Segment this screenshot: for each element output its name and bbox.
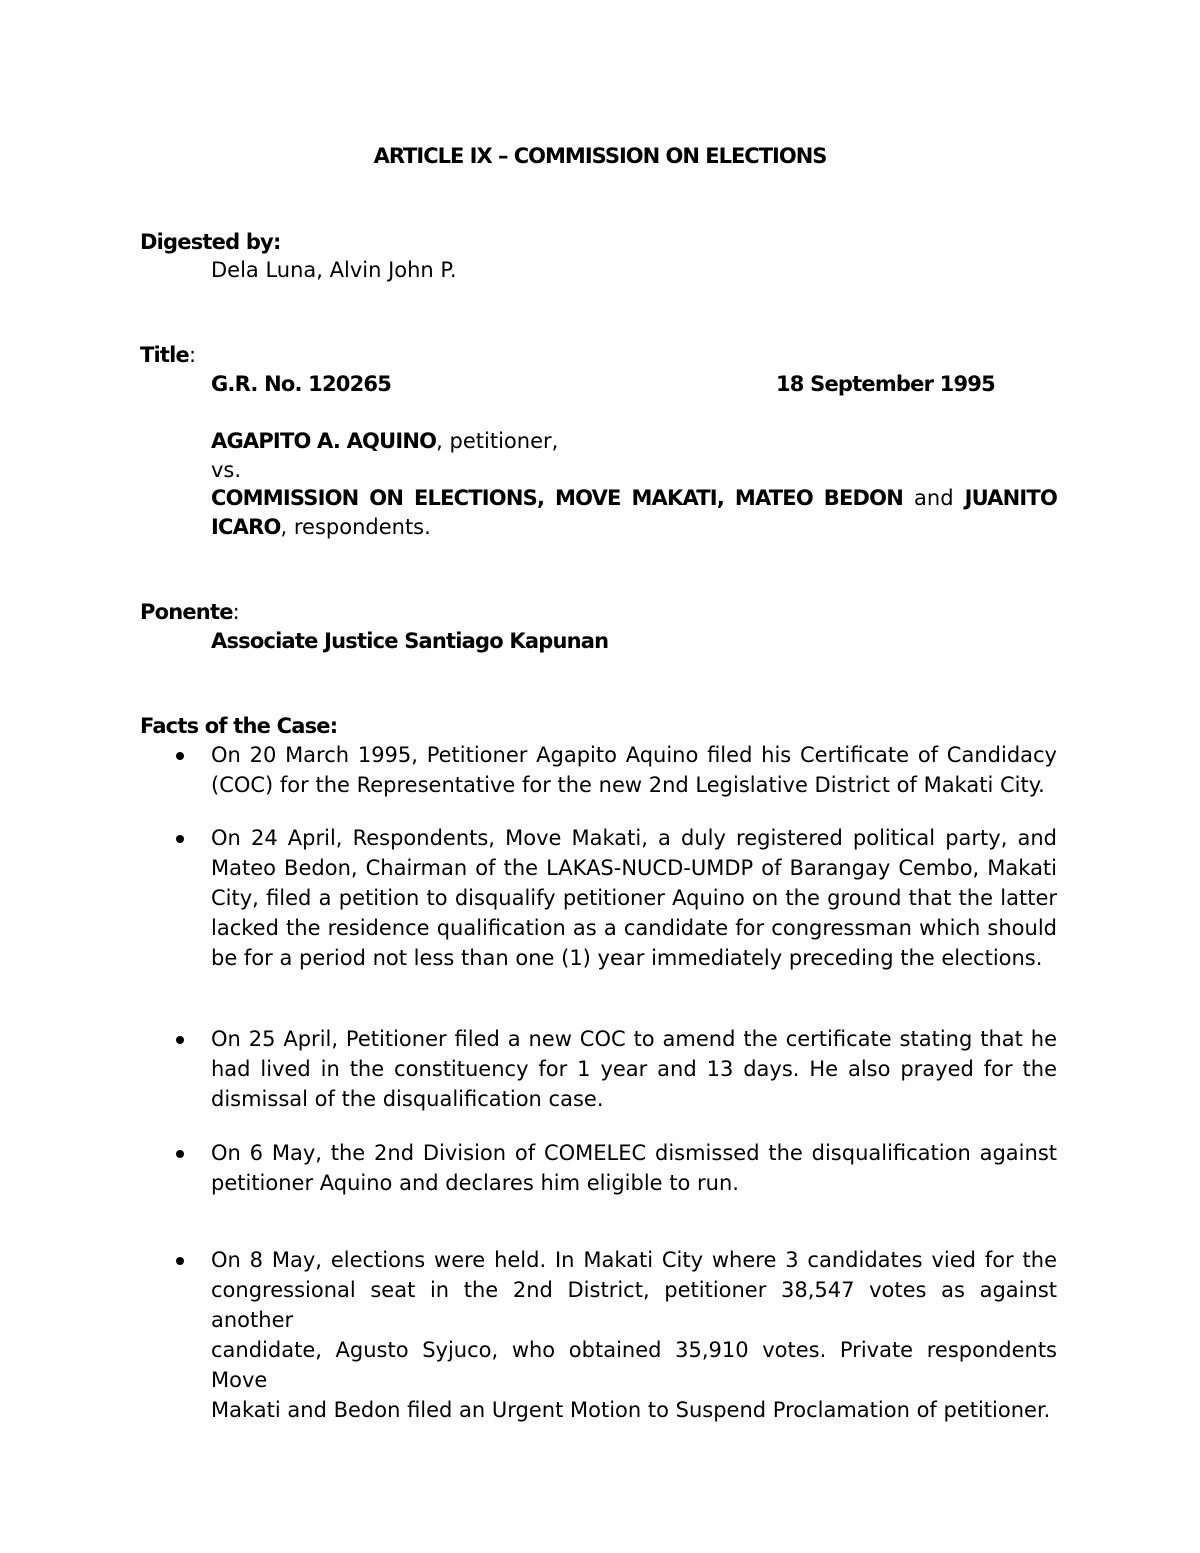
ponente-colon: : — [232, 600, 239, 624]
document-title: ARTICLE IX – COMMISSION ON ELECTIONS — [373, 144, 827, 168]
fact-line: be for a period not less than one (1) year immediately preceding the elections. — [211, 946, 1043, 970]
bullet-dot — [176, 752, 184, 760]
fact-item-1 — [211, 740, 1057, 800]
petitioner-role: , petitioner, — [436, 429, 559, 453]
fact-item-4 — [211, 1138, 1057, 1198]
fact-line: On 20 March 1995, Petitioner Agapito Aquino filed his Certificate of Candidacy — [211, 743, 1057, 767]
respondents-names: COMMISSION ON ELECTIONS, MOVE MAKATI, MATEO BEDON — [211, 486, 903, 510]
bullet-dot — [176, 835, 184, 843]
respondent-icaro: ICARO — [211, 515, 281, 539]
title-colon: : — [189, 343, 196, 367]
fact-line: On 25 April, Petitioner filed a new COC to amend the certificate stating that he — [211, 1027, 1057, 1051]
fact-line: had lived in the constituency for 1 year and 13 days. He also prayed for the — [211, 1057, 1057, 1081]
respondents-line-1 — [211, 486, 1057, 510]
fact-line: petitioner Aquino and declares him eligible to run. — [211, 1171, 739, 1195]
fact-line: candidate, Agusto Syjuco, who obtained 35,910 votes. Private respondents Move — [211, 1338, 1057, 1392]
fact-line: Mateo Bedon, Chairman of the LAKAS-NUCD-UMDP of Barangay Cembo, Makati — [211, 856, 1057, 880]
respondents-and: and — [902, 486, 965, 510]
ponente-label: Ponente — [140, 600, 233, 624]
fact-line: City, filed a petition to disqualify petitioner Aquino on the ground that the latter — [211, 886, 1057, 910]
fact-line: (COC) for the Representative for the new 2nd Legislative District of Makati City. — [211, 773, 1045, 797]
ponente-name: Associate Justice Santiago Kapunan — [211, 629, 609, 653]
gr-number: G.R. No. 120265 — [211, 372, 392, 396]
respondent-juanito: JUANITO — [964, 486, 1058, 510]
fact-line: On 24 April, Respondents, Move Makati, a duly registered political party, and — [211, 826, 1057, 850]
respondents-role: , respondents. — [280, 515, 431, 539]
fact-line: On 8 May, elections were held. In Makati City where 3 candidates vied for the — [211, 1248, 1057, 1272]
ponente-label-row — [140, 600, 239, 624]
digester-name: Dela Luna, Alvin John P. — [211, 258, 457, 282]
fact-line: lacked the residence qualification as a candidate for congressman which should — [211, 916, 1057, 940]
fact-item-5 — [211, 1245, 1057, 1425]
bullet-dot — [176, 1036, 184, 1044]
bullet-dot — [176, 1150, 184, 1158]
bullet-dot — [176, 1257, 184, 1265]
petitioner-name: AGAPITO A. AQUINO — [211, 429, 437, 453]
fact-line: congressional seat in the 2nd District, petitioner 38,547 votes as against another — [211, 1278, 1057, 1332]
title-label: Title — [140, 343, 190, 367]
respondents-line-2 — [211, 515, 431, 539]
fact-item-2 — [211, 823, 1057, 973]
versus-text: vs. — [211, 458, 242, 482]
digested-by-label: Digested by: — [140, 230, 281, 254]
fact-line: On 6 May, the 2nd Division of COMELEC dismissed the disqualification against — [211, 1141, 1057, 1165]
petitioner-line — [211, 429, 558, 453]
title-label-row — [140, 343, 195, 367]
fact-line: Makati and Bedon filed an Urgent Motion to Suspend Proclamation of petitioner. — [211, 1398, 1051, 1422]
facts-label: Facts of the Case: — [140, 714, 338, 738]
fact-line: dismissal of the disqualification case. — [211, 1087, 604, 1111]
fact-item-3 — [211, 1024, 1057, 1114]
decision-date: 18 September 1995 — [776, 372, 995, 396]
